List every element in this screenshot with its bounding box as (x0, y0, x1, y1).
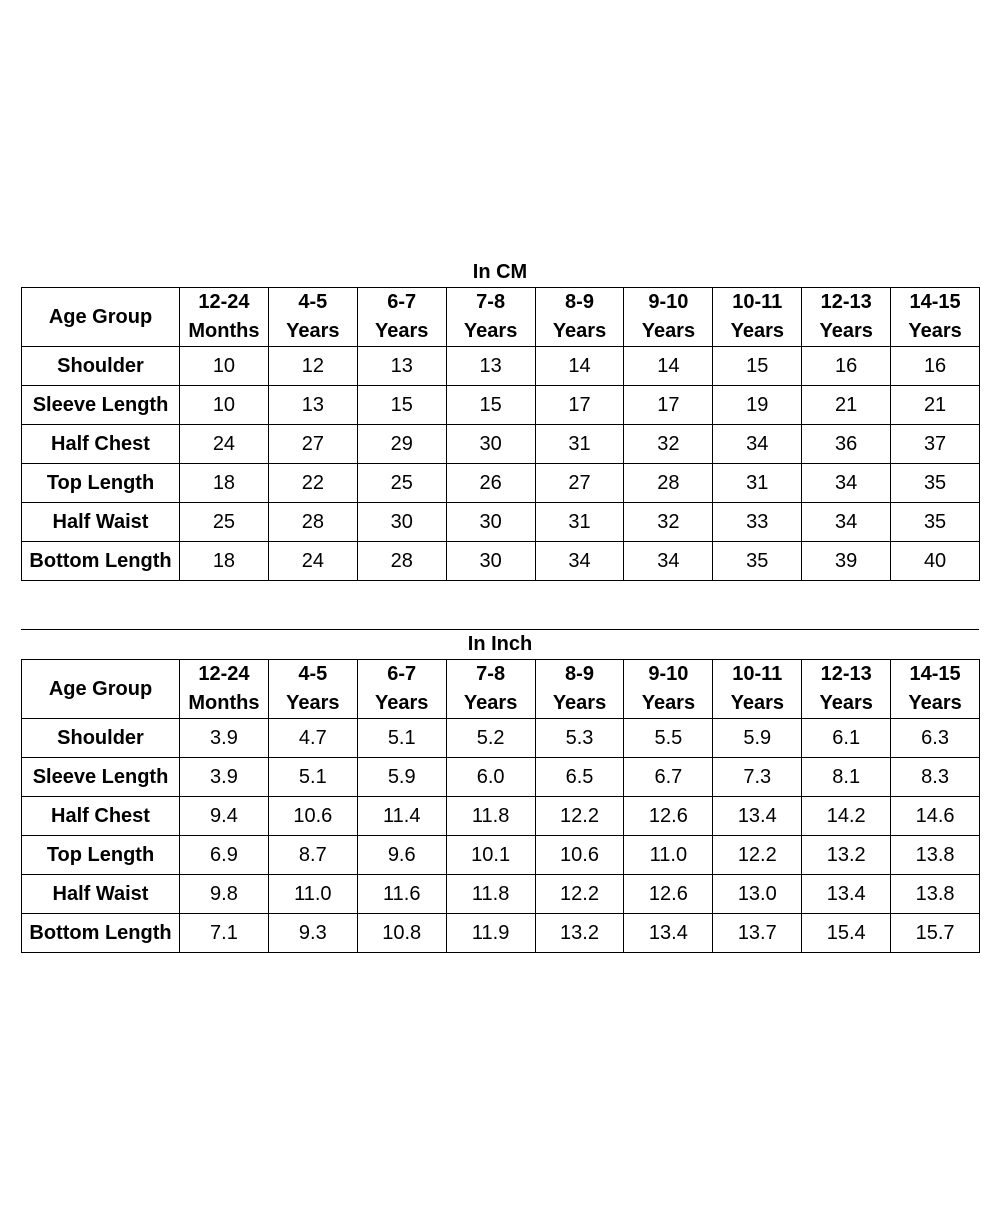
row-label: Top Length (22, 836, 180, 875)
table-cell: 13.2 (802, 836, 891, 875)
table-row (22, 464, 980, 503)
table-cell: 11.4 (357, 797, 446, 836)
table-row (22, 758, 980, 797)
corner-label: Age Group (22, 288, 180, 347)
column-header (357, 288, 446, 347)
table-cell: 14.6 (891, 797, 980, 836)
table-cell: 27 (535, 464, 624, 503)
table-cell: 12.6 (624, 797, 713, 836)
row-label: Bottom Length (22, 914, 180, 953)
table-cell: 6.3 (891, 719, 980, 758)
column-header-range: 6-7 (387, 663, 417, 685)
column-header (535, 288, 624, 347)
column-header (268, 660, 357, 719)
column-header-unit: Years (463, 692, 518, 714)
table-cell: 24 (180, 425, 269, 464)
column-header-range: 4-5 (298, 663, 328, 685)
table-row (22, 875, 980, 914)
table-cell: 12.2 (535, 797, 624, 836)
size-table-inch (21, 659, 980, 953)
table-cell: 35 (713, 542, 802, 581)
table-cell: 28 (357, 542, 446, 581)
table-cell: 12 (268, 347, 357, 386)
table-cell: 13.4 (802, 875, 891, 914)
table-cell: 34 (802, 503, 891, 542)
table-cell: 15 (713, 347, 802, 386)
column-header-range: 14-15 (909, 291, 961, 313)
table-cell: 13.2 (535, 914, 624, 953)
table-cell: 5.1 (357, 719, 446, 758)
row-label: Half Waist (22, 875, 180, 914)
column-header-unit: Years (375, 320, 429, 342)
row-label: Shoulder (22, 719, 180, 758)
column-header-unit: Years (375, 692, 429, 714)
table-cell: 6.9 (180, 836, 269, 875)
table-cell: 19 (713, 386, 802, 425)
column-header-range: 14-15 (909, 663, 961, 685)
table-cell: 35 (891, 503, 980, 542)
table-cell: 5.2 (446, 719, 535, 758)
table-cell: 6.7 (624, 758, 713, 797)
table-cell: 31 (535, 503, 624, 542)
table-cell: 39 (802, 542, 891, 581)
table-cell: 22 (268, 464, 357, 503)
column-header-range: 12-13 (820, 663, 872, 685)
table-cell: 10.6 (535, 836, 624, 875)
table-cell: 21 (802, 386, 891, 425)
table-cell: 5.3 (535, 719, 624, 758)
table-cell: 28 (624, 464, 713, 503)
table-cell: 3.9 (180, 719, 269, 758)
column-header (624, 288, 713, 347)
table-cell: 30 (446, 542, 535, 581)
column-header-unit: Years (819, 692, 873, 714)
column-header-unit: Years (286, 320, 340, 342)
table-cell: 13.8 (891, 836, 980, 875)
table-cell: 32 (624, 425, 713, 464)
table-cell: 9.8 (180, 875, 269, 914)
table-cell: 7.1 (180, 914, 269, 953)
row-label: Half Chest (22, 797, 180, 836)
table-cell: 34 (535, 542, 624, 581)
column-header-range: 8-9 (565, 663, 594, 685)
column-header-range: 10-11 (732, 663, 783, 685)
column-header-range: 10-11 (732, 291, 783, 313)
column-header (268, 288, 357, 347)
table-cell: 13 (446, 347, 535, 386)
table-cell: 34 (802, 464, 891, 503)
column-header (446, 288, 535, 347)
table-row (22, 797, 980, 836)
table-cell: 34 (713, 425, 802, 464)
size-table-cm (21, 287, 980, 581)
table-cell: 6.5 (535, 758, 624, 797)
table-cell: 11.8 (446, 875, 535, 914)
column-header-range: 6-7 (387, 291, 417, 313)
column-header-unit: Years (908, 320, 962, 342)
column-header-unit: Years (641, 320, 696, 342)
column-header-unit: Months (188, 320, 260, 342)
table-cell: 21 (891, 386, 980, 425)
table-cell: 16 (891, 347, 980, 386)
column-header-unit: Years (819, 320, 873, 342)
table-cell: 13.7 (713, 914, 802, 953)
table-cell: 35 (891, 464, 980, 503)
column-header-range: 12-24 (198, 291, 250, 313)
table-cell: 8.7 (268, 836, 357, 875)
table-cell: 10 (180, 347, 269, 386)
table-cell: 14.2 (802, 797, 891, 836)
column-header-unit: Years (730, 692, 784, 714)
column-header (624, 660, 713, 719)
table-cell: 14 (624, 347, 713, 386)
header-row (22, 660, 980, 719)
row-label: Shoulder (22, 347, 180, 386)
column-header-unit: Years (552, 692, 607, 714)
column-header-range: 9-10 (648, 291, 689, 313)
column-header (891, 288, 980, 347)
table-cell: 26 (446, 464, 535, 503)
table-cell: 10.8 (357, 914, 446, 953)
table-cell: 30 (357, 503, 446, 542)
row-label: Bottom Length (22, 542, 180, 581)
table-cell: 13 (268, 386, 357, 425)
table-cell: 15 (446, 386, 535, 425)
column-header-range: 9-10 (648, 663, 689, 685)
column-header-unit: Years (552, 320, 607, 342)
row-label: Top Length (22, 464, 180, 503)
table-cell: 13 (357, 347, 446, 386)
table-cell: 13.4 (624, 914, 713, 953)
table-cell: 25 (180, 503, 269, 542)
size-chart-cm (21, 258, 979, 581)
table-row (22, 914, 980, 953)
size-chart-inch (21, 629, 979, 953)
table-cell: 24 (268, 542, 357, 581)
table-cell: 6.0 (446, 758, 535, 797)
table-title-inch: In Inch (21, 629, 979, 659)
table-cell: 13.0 (713, 875, 802, 914)
column-header-unit: Years (908, 692, 962, 714)
column-header-range: 7-8 (476, 663, 506, 685)
table-cell: 13.4 (713, 797, 802, 836)
column-header-range: 12-13 (820, 291, 872, 313)
table-cell: 9.4 (180, 797, 269, 836)
table-cell: 5.9 (357, 758, 446, 797)
table-cell: 31 (535, 425, 624, 464)
column-header (446, 660, 535, 719)
column-header-range: 8-9 (565, 291, 594, 313)
table-cell: 5.5 (624, 719, 713, 758)
table-cell: 5.9 (713, 719, 802, 758)
table-cell: 10.6 (268, 797, 357, 836)
table-cell: 7.3 (713, 758, 802, 797)
column-header (713, 660, 802, 719)
table-cell: 30 (446, 503, 535, 542)
table-row (22, 836, 980, 875)
table-cell: 6.1 (802, 719, 891, 758)
table-cell: 33 (713, 503, 802, 542)
table-cell: 10.1 (446, 836, 535, 875)
row-label: Half Waist (22, 503, 180, 542)
table-cell: 15.4 (802, 914, 891, 953)
column-header (180, 660, 269, 719)
table-cell: 15.7 (891, 914, 980, 953)
table-cell: 36 (802, 425, 891, 464)
table-cell: 9.3 (268, 914, 357, 953)
row-label: Sleeve Length (22, 758, 180, 797)
header-row (22, 288, 980, 347)
column-header-range: 4-5 (298, 291, 328, 313)
column-header (535, 660, 624, 719)
table-cell: 4.7 (268, 719, 357, 758)
table-cell: 10 (180, 386, 269, 425)
table-row (22, 719, 980, 758)
column-header-unit: Years (286, 692, 340, 714)
table-cell: 3.9 (180, 758, 269, 797)
column-header-range: 12-24 (198, 663, 250, 685)
table-row (22, 347, 980, 386)
table-row (22, 542, 980, 581)
column-header (802, 660, 891, 719)
table-cell: 18 (180, 542, 269, 581)
column-header (802, 288, 891, 347)
table-cell: 8.3 (891, 758, 980, 797)
column-header (357, 660, 446, 719)
column-header-unit: Months (188, 692, 260, 714)
table-cell: 18 (180, 464, 269, 503)
table-cell: 11.6 (357, 875, 446, 914)
table-cell: 15 (357, 386, 446, 425)
table-cell: 29 (357, 425, 446, 464)
table-cell: 14 (535, 347, 624, 386)
column-header-unit: Years (641, 692, 696, 714)
table-cell: 37 (891, 425, 980, 464)
table-cell: 11.8 (446, 797, 535, 836)
table-cell: 11.0 (268, 875, 357, 914)
table-cell: 12.2 (713, 836, 802, 875)
table-cell: 30 (446, 425, 535, 464)
table-cell: 9.6 (357, 836, 446, 875)
table-cell: 40 (891, 542, 980, 581)
table-cell: 17 (535, 386, 624, 425)
column-header-unit: Years (730, 320, 784, 342)
table-cell: 34 (624, 542, 713, 581)
column-header-unit: Years (463, 320, 518, 342)
table-cell: 5.1 (268, 758, 357, 797)
column-header (713, 288, 802, 347)
corner-label: Age Group (22, 660, 180, 719)
table-cell: 25 (357, 464, 446, 503)
table-cell: 13.8 (891, 875, 980, 914)
table-cell: 11.0 (624, 836, 713, 875)
table-cell: 12.2 (535, 875, 624, 914)
column-header-range: 7-8 (476, 291, 506, 313)
row-label: Sleeve Length (22, 386, 180, 425)
table-row (22, 503, 980, 542)
table-cell: 31 (713, 464, 802, 503)
table-cell: 8.1 (802, 758, 891, 797)
table-cell: 11.9 (446, 914, 535, 953)
table-cell: 32 (624, 503, 713, 542)
row-label: Half Chest (22, 425, 180, 464)
table-cell: 17 (624, 386, 713, 425)
table-cell: 12.6 (624, 875, 713, 914)
table-cell: 27 (268, 425, 357, 464)
table-title-cm: In CM (472, 261, 528, 283)
table-row (22, 386, 980, 425)
column-header (891, 660, 980, 719)
column-header (180, 288, 269, 347)
table-row (22, 425, 980, 464)
table-cell: 28 (268, 503, 357, 542)
table-cell: 16 (802, 347, 891, 386)
